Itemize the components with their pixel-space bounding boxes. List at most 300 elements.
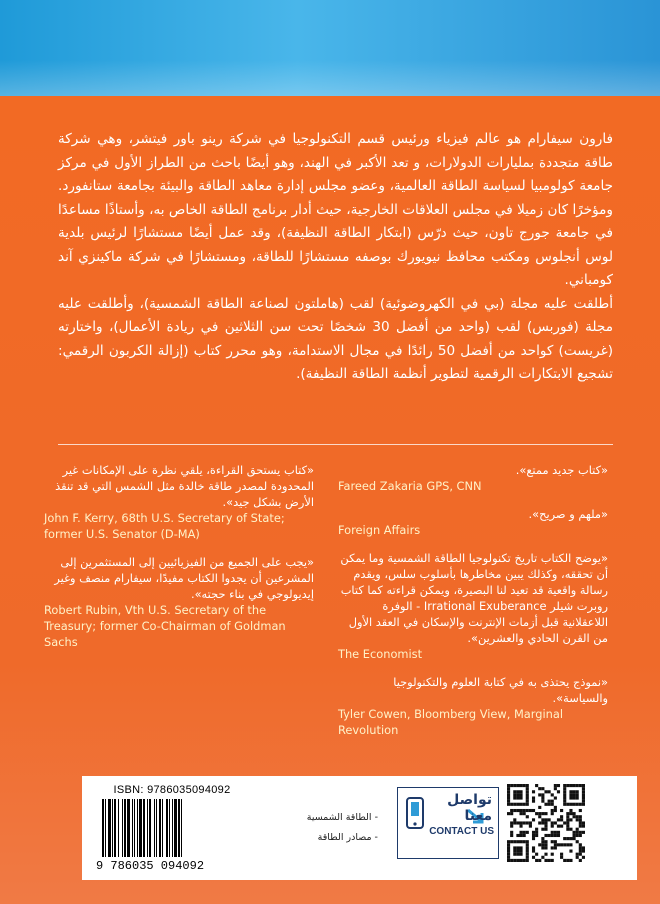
qr-module [538,793,541,796]
qr-module [579,850,582,853]
qr-module [576,831,579,834]
qr-module [551,803,554,806]
qr-module [535,812,538,815]
qr-module [532,856,535,859]
qr-module [557,784,560,787]
qr-module [582,856,585,859]
qr-module [544,821,547,824]
qr-module [516,834,519,837]
qr-module [566,843,569,846]
qr-module [544,840,547,843]
qr-module [541,828,544,831]
qr-module [510,834,513,837]
qr-module [579,818,582,821]
qr-module [519,784,522,787]
qr-module [510,812,513,815]
qr-module [573,834,576,837]
qr-module [548,818,551,821]
qr-module [519,796,522,799]
qr-module [579,834,582,837]
qr-module [532,850,535,853]
qr-module [516,840,519,843]
qr-module [544,834,547,837]
qr-module [569,796,572,799]
barcode-bar [127,799,130,857]
qr-module [538,806,541,809]
qr-module [519,812,522,815]
qr-module [544,812,547,815]
isbn-label: ISBN: 9786035094092 [113,784,231,796]
qr-module [529,821,532,824]
qr-module [523,803,526,806]
qr-module [573,784,576,787]
quote-text: «يوضح الكتاب تاريخ تكنولوجيا الطاقة الشمسية وما يمكن أن تحققه، وكذلك يبين مخاطرها بأسلوب سلس، ويقدم رسالة واقعية قد تعيد لنا البصيرة، ويمكن قراءته كما كتاب روبرت شيلر Irrational Exuberance - الوفرة اللاعقلانية قبل أزمات الإنترنت والإسكان في العقد الأول من القرن الحادي والعشرين». [340,551,608,645]
quote-block [338,462,608,494]
qr-module [535,853,538,856]
qr-module [566,828,569,831]
qr-module [563,800,566,803]
qr-module [557,790,560,793]
qr-module [516,821,519,824]
barcode-number: 9 786035 094092 [96,859,205,873]
qr-module [526,800,529,803]
qr-module [566,837,569,840]
qr-module [535,859,538,862]
qr-module [569,809,572,812]
qr-module [513,803,516,806]
qr-module [513,796,516,799]
qr-module [566,812,569,815]
qr-module [576,796,579,799]
qr-module [569,850,572,853]
contact-label-en: CONTACT US [429,826,494,837]
qr-module [532,837,535,840]
qr-module [551,793,554,796]
qr-module [576,853,579,856]
qr-module [544,828,547,831]
barcode-bar [159,799,161,857]
qr-module [513,809,516,812]
qr-module [519,859,522,862]
qr-module [541,812,544,815]
qr-module [569,828,572,831]
qr-module [569,790,572,793]
qr-module [526,815,529,818]
qr-module [563,803,566,806]
qr-module [507,790,510,793]
qr-module [576,856,579,859]
qr-module [523,812,526,815]
section-divider [58,444,613,445]
qr-module [560,843,563,846]
qr-module [541,856,544,859]
qr-module [507,840,510,843]
qr-module [554,784,557,787]
barcode-bar [174,799,177,857]
qr-module [551,853,554,856]
quote-text: «يجب على الجميع من الفيزيائيين إلى المستثمرين إلى المشرعين أن يجدوا الكتاب مفيدًا، سيفارام منصف وغير إيديولوجي في بناء حجته». [54,555,314,601]
qr-module [560,815,563,818]
qr-module [535,831,538,834]
qr-module [526,821,529,824]
qr-module [576,793,579,796]
qr-module [516,796,519,799]
qr-module [535,784,538,787]
qr-module [541,800,544,803]
qr-module [579,843,582,846]
qr-module [582,790,585,793]
qr-module [526,850,529,853]
barcode-bar [143,799,145,857]
qr-module [579,846,582,849]
qr-module [541,837,544,840]
qr-module [519,840,522,843]
qr-module [523,821,526,824]
qr-module [544,853,547,856]
qr-module [563,787,566,790]
qr-module [551,831,554,834]
qr-module [532,790,535,793]
quote-block [338,674,608,738]
qr-module [569,784,572,787]
qr-module [560,856,563,859]
qr-module [523,809,526,812]
qr-module [529,809,532,812]
quote-source: John F. Kerry, 68th U.S. Secretary of State; former U.S. Senator (D-MA) [44,511,285,541]
qr-module [526,859,529,862]
barcode-bar [169,799,170,857]
qr-module [519,825,522,828]
qr-module [554,831,557,834]
qr-module [507,859,510,862]
qr-module [548,790,551,793]
quote-text: «كتاب يستحق القراءة، يلقي نظرة على الإمكانات غير المحدودة لمصدر طاقة خالدة مثل الشمس التي قد تنقذ الأرض بشكل جيد». [55,463,314,509]
qr-module [548,859,551,862]
qr-module [519,853,522,856]
qr-module [557,825,560,828]
qr-module [582,784,585,787]
barcode-bar [154,799,155,857]
qr-module [535,834,538,837]
qr-module [519,834,522,837]
qr-module [582,803,585,806]
qr-module [516,784,519,787]
qr-module [566,818,569,821]
qr-module [579,831,582,834]
qr-module [541,818,544,821]
qr-module [532,831,535,834]
barcode-bar [132,799,133,857]
qr-module [582,796,585,799]
qr-module [526,846,529,849]
qr-module [579,784,582,787]
qr-module [513,793,516,796]
qr-module [523,784,526,787]
qr-module [566,784,569,787]
qr-module [519,803,522,806]
qr-module [573,815,576,818]
qr-module [563,790,566,793]
qr-module [526,803,529,806]
qr-module [541,787,544,790]
barcode-bar [137,799,138,857]
qr-module [523,834,526,837]
qr-module [569,818,572,821]
qr-module [516,853,519,856]
quote-text: «ملهم و صريح». [528,507,608,521]
quote-source: The Economist [338,647,423,661]
qr-module [516,790,519,793]
qr-module [513,821,516,824]
barcode-bar [108,799,111,857]
qr-module [510,809,513,812]
qr-module [582,850,585,853]
qr-module [544,825,547,828]
qr-module [519,821,522,824]
qr-module [507,784,510,787]
qr-code[interactable] [507,784,585,862]
bio-paragraph-1: فارون سيفارام هو عالم فيزياء ورئيس قسم التكنولوجيا في شركة رينو باور فيتشر، وهي شركة طاقة متجددة بمليارات الدولارات، و تعد الأكبر في الهند، وهو أيضًا باحث من الطراز الأول في مركز جامعة كولومبيا لسياسة الطاقة العالمية، وعضو مجلس إدارة معاهد الطاقة والبيئة بجامعة ستانفورد. ومؤخرًا كان زميلا في مجلس العلاقات الخارجية، حيث أدار برنامج الطاقة الخاص به، وأستاذًا مساعدًا في جامعة جورج تاون، حيث درّس (ابتكار الطاقة النظيفة)، وقد عمل أيضًا مستشارًا لرئيس بلدية لوس أنجلوس ومكتب محافظ نيويورك بوصفه مستشارًا للطاقة، ومستشارًا في شركة ماكينزي آند كومباني. [58,131,613,288]
qr-module [507,853,510,856]
qr-module [516,846,519,849]
qr-module [541,821,544,824]
qr-module [557,834,560,837]
qr-module [582,846,585,849]
qr-module [538,859,541,862]
qr-module [541,843,544,846]
qr-module [526,831,529,834]
qr-module [513,840,516,843]
qr-module [557,831,560,834]
qr-module [554,796,557,799]
qr-module [510,803,513,806]
qr-module [526,809,529,812]
qr-module [532,846,535,849]
barcode-bars [100,799,244,857]
qr-module [551,840,554,843]
qr-module [566,825,569,828]
qr-module [532,809,535,812]
qr-module [513,790,516,793]
barcode-bar [149,799,151,857]
qr-module [507,856,510,859]
qr-module [526,790,529,793]
qr-module [519,790,522,793]
barcode-bar [166,799,168,857]
author-bio [58,128,613,387]
quotes-column-left [44,462,314,662]
quotes-column-right [338,462,608,750]
qr-module [544,790,547,793]
qr-module [519,850,522,853]
qr-module [532,796,535,799]
barcode-bar [124,799,126,857]
quote-source: Tyler Cowen, Bloomberg View, Marginal Revolution [338,707,564,737]
qr-module [554,809,557,812]
qr-module [576,834,579,837]
qr-module [532,834,535,837]
qr-module [510,784,513,787]
qr-module [573,790,576,793]
qr-module [526,853,529,856]
qr-module [538,787,541,790]
qr-module [576,840,579,843]
qr-module [576,784,579,787]
qr-module [573,837,576,840]
quote-block [338,550,608,662]
qr-module [538,815,541,818]
qr-module [579,853,582,856]
qr-module [510,821,513,824]
qr-module [576,803,579,806]
category-item: - الطاقة الشمسية [306,812,378,823]
quote-source: Fareed Zakaria GPS, CNN [338,479,482,493]
barcode-bar [105,799,106,857]
qr-module [529,825,532,828]
qr-module [551,812,554,815]
qr-module [510,840,513,843]
quote-block [44,462,314,542]
qr-module [554,834,557,837]
qr-module [554,840,557,843]
qr-module [532,818,535,821]
qr-module [538,812,541,815]
qr-code-image [507,784,585,862]
qr-module [526,787,529,790]
qr-module [566,821,569,824]
qr-module [563,859,566,862]
qr-module [582,800,585,803]
qr-module [560,818,563,821]
qr-module [551,800,554,803]
qr-module [569,843,572,846]
qr-module [513,853,516,856]
qr-module [563,821,566,824]
quote-block [338,506,608,538]
qr-module [507,850,510,853]
qr-module [551,809,554,812]
qr-module [507,812,510,815]
category-list [300,808,378,848]
qr-module [526,843,529,846]
qr-module [573,831,576,834]
qr-module [573,803,576,806]
qr-module [526,793,529,796]
barcode-bar [156,799,157,857]
qr-module [551,834,554,837]
barcode-bar [114,799,116,857]
qr-module [507,803,510,806]
qr-module [557,843,560,846]
qr-module [579,809,582,812]
qr-module [541,840,544,843]
qr-module [544,818,547,821]
qr-module [569,793,572,796]
qr-module [510,831,513,834]
qr-module [523,840,526,843]
quote-block [44,554,314,650]
qr-module [582,821,585,824]
qr-module [566,815,569,818]
barcode-bar [147,799,148,857]
qr-module [563,837,566,840]
quote-source: Foreign Affairs [338,523,421,537]
qr-module [507,787,510,790]
qr-module [516,809,519,812]
qr-module [548,834,551,837]
qr-module [579,821,582,824]
qr-module [526,856,529,859]
qr-module [551,821,554,824]
qr-module [579,859,582,862]
qr-module [510,825,513,828]
qr-module [538,821,541,824]
qr-module [557,818,560,821]
qr-module [516,850,519,853]
qr-module [516,859,519,862]
qr-module [507,793,510,796]
qr-module [507,843,510,846]
contact-us-box[interactable] [397,787,499,859]
qr-module [582,787,585,790]
qr-module [573,796,576,799]
qr-module [554,821,557,824]
qr-module [582,825,585,828]
qr-module [519,793,522,796]
qr-module [576,790,579,793]
qr-module [513,850,516,853]
qr-module [532,800,535,803]
qr-module [582,793,585,796]
qr-module [523,831,526,834]
qr-module [544,859,547,862]
qr-module [541,846,544,849]
qr-module [526,840,529,843]
qr-module [541,796,544,799]
qr-module [582,831,585,834]
qr-module [544,846,547,849]
barcode-bar [118,799,119,857]
qr-module [576,818,579,821]
qr-module [551,825,554,828]
qr-module [554,806,557,809]
qr-module [513,784,516,787]
barcode-bar [102,799,104,857]
qr-module [526,796,529,799]
barcode-bar [112,799,113,857]
isbn-barcode [96,783,248,875]
contact-label-ar: تواصل معنا [447,792,492,824]
qr-module [573,812,576,815]
top-color-band [0,0,660,96]
qr-module [579,803,582,806]
qr-module [551,859,554,862]
qr-module [554,846,557,849]
qr-module [548,803,551,806]
qr-module [569,837,572,840]
qr-module [516,793,519,796]
qr-module [563,843,566,846]
qr-module [563,796,566,799]
qr-module [519,831,522,834]
qr-module [544,803,547,806]
qr-module [548,800,551,803]
barcode-bar [172,799,173,857]
qr-module [513,846,516,849]
qr-module [569,859,572,862]
qr-module [554,843,557,846]
qr-module [538,843,541,846]
